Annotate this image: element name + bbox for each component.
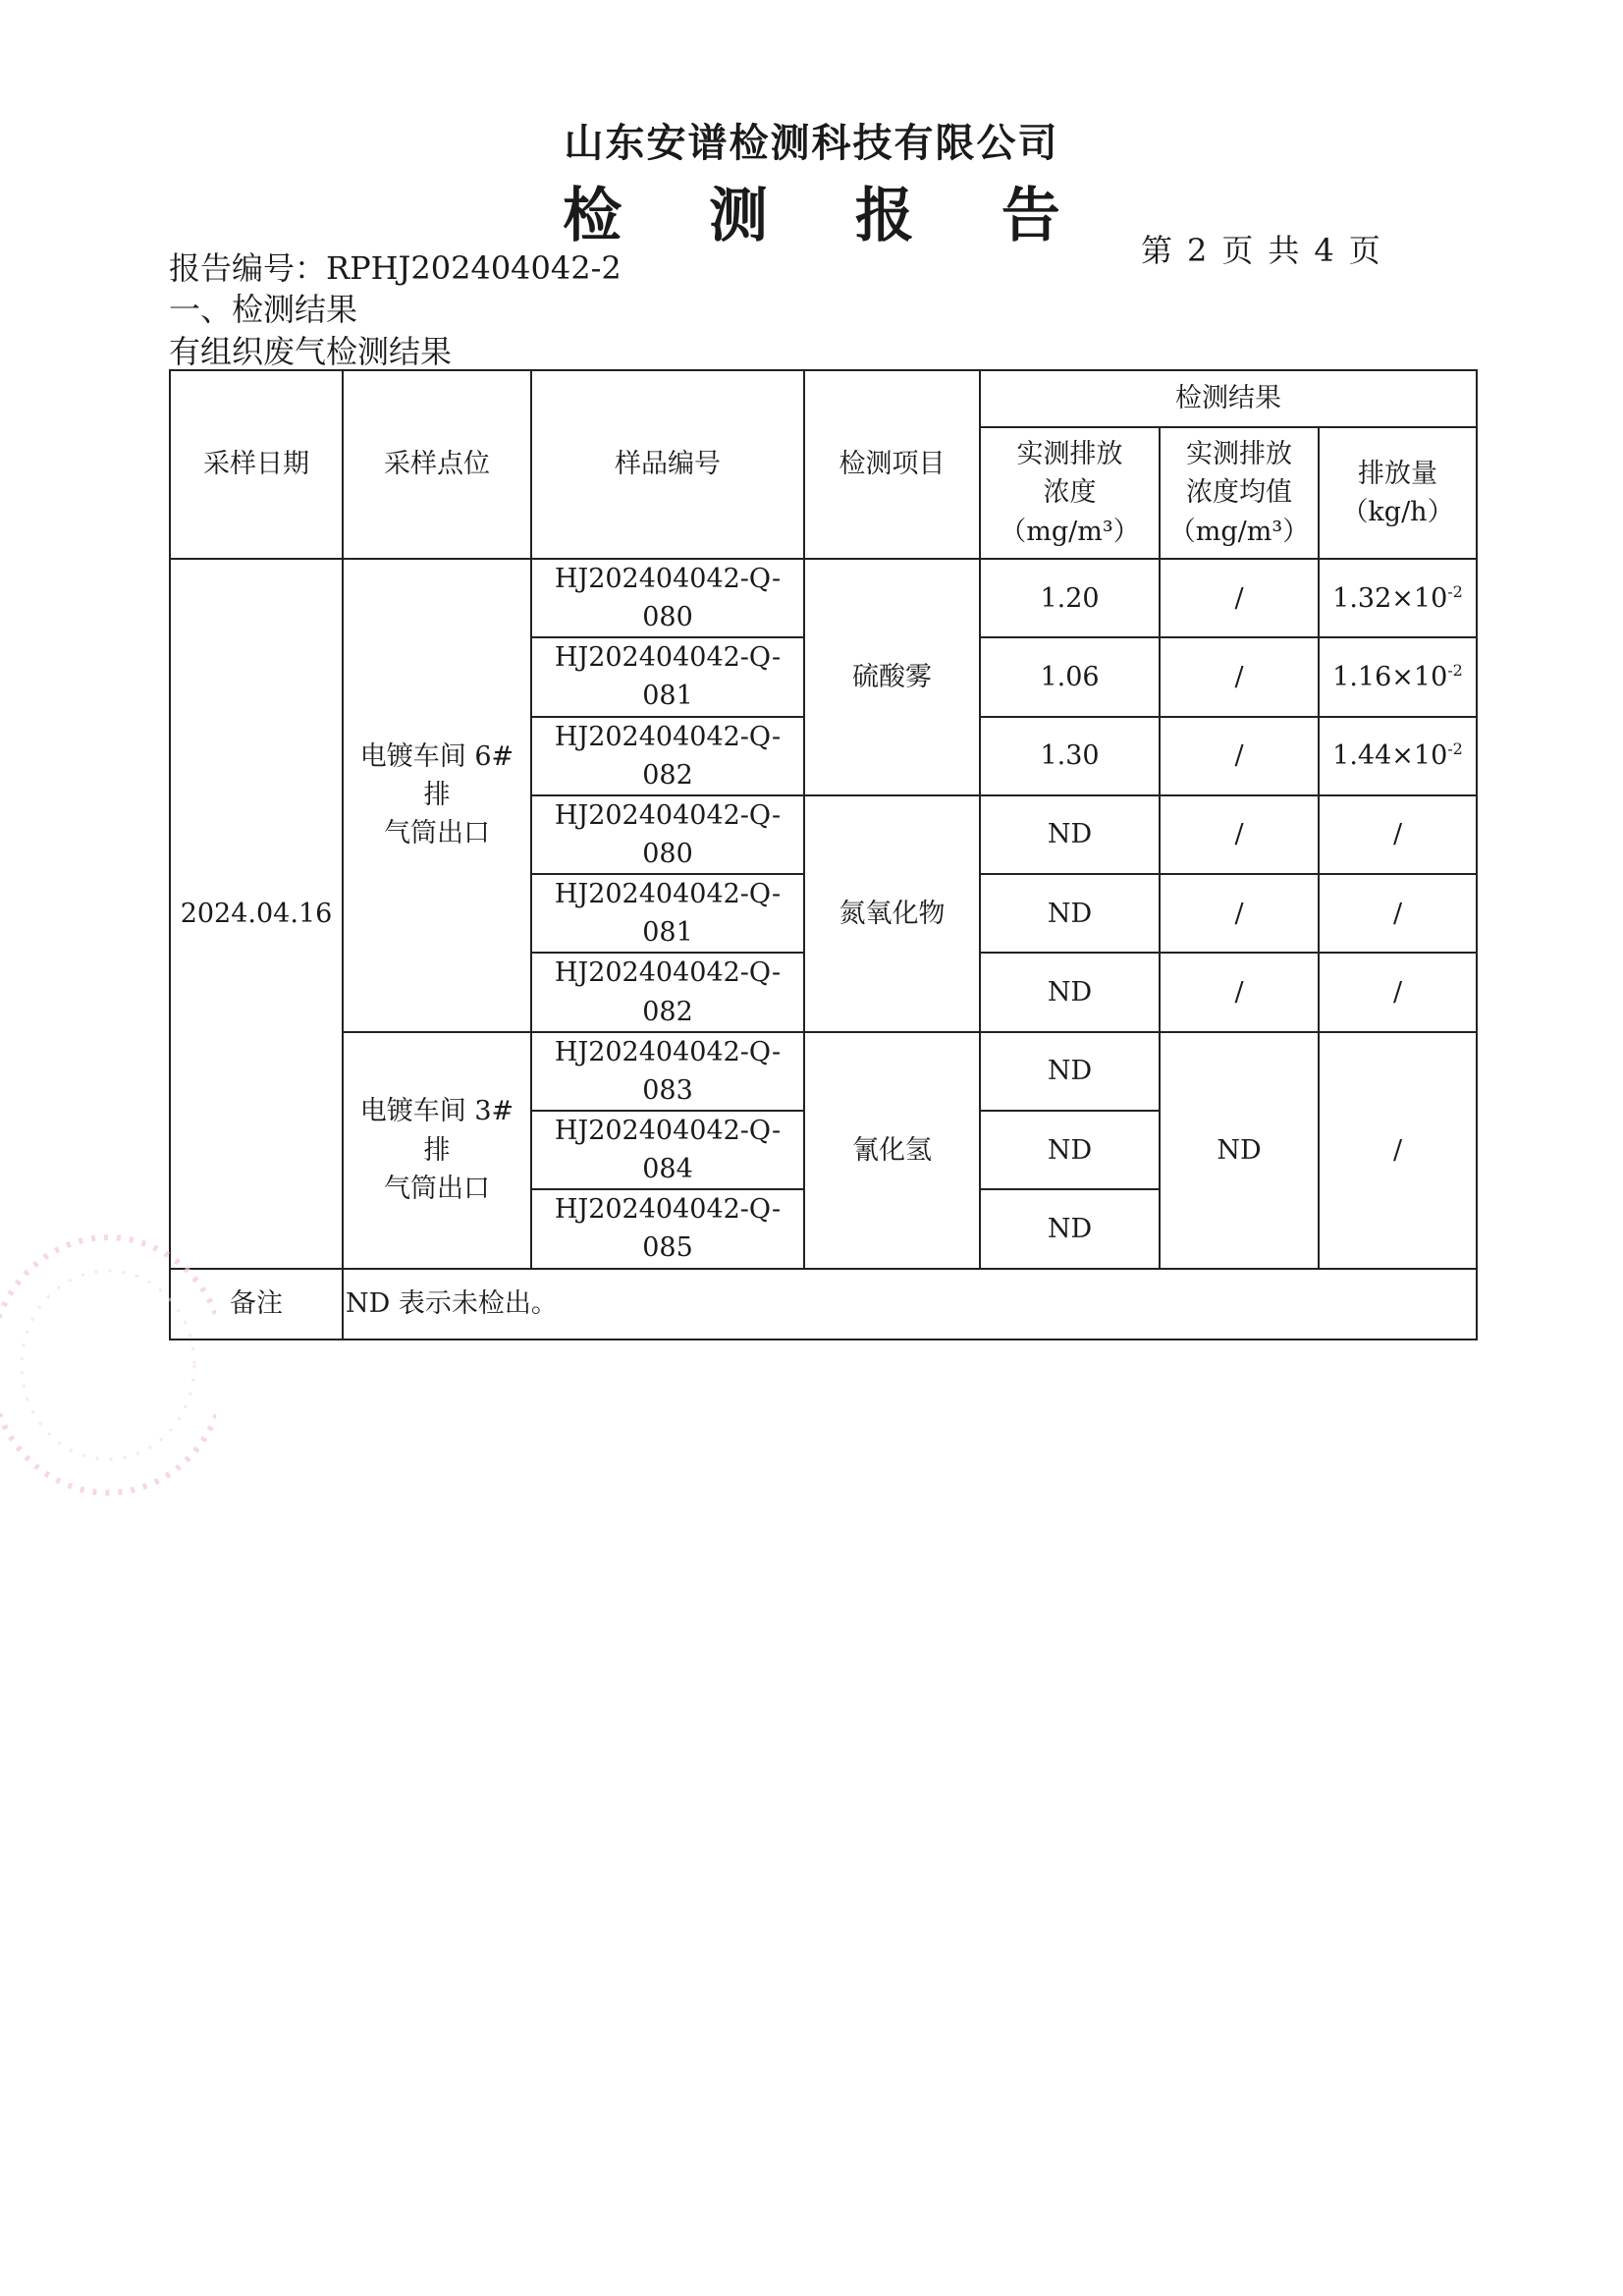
location-3-line2: 气筒出口 bbox=[384, 1173, 490, 1204]
page-mid1: 页 bbox=[1221, 232, 1257, 269]
concentration: ND bbox=[980, 953, 1160, 1031]
location-6-line2: 气筒出口 bbox=[384, 818, 490, 849]
emission-rate: / bbox=[1319, 953, 1477, 1031]
emission-rate bbox=[1319, 637, 1477, 716]
report-number-label: 报告编号： bbox=[169, 249, 327, 287]
header-average bbox=[1160, 427, 1319, 559]
note-label: 备注 bbox=[170, 1269, 343, 1339]
page-indicator bbox=[1141, 226, 1395, 271]
sample-no: HJ202404042-Q-084 bbox=[531, 1111, 804, 1189]
emission-rate bbox=[1319, 559, 1477, 637]
header-sample-no: 样品编号 bbox=[531, 370, 804, 559]
sample-no: HJ202404042-Q-081 bbox=[531, 637, 804, 716]
average: / bbox=[1160, 637, 1319, 716]
average: / bbox=[1160, 559, 1319, 637]
header-concentration-line2: 浓度 bbox=[1043, 477, 1097, 509]
sample-no: HJ202404042-Q-080 bbox=[531, 559, 804, 637]
results-table bbox=[169, 369, 1478, 1340]
section-subheading: 有组织废气检测结果 bbox=[169, 333, 453, 370]
emission-rate-hcn: / bbox=[1319, 1032, 1477, 1269]
sample-no: HJ202404042-Q-081 bbox=[531, 874, 804, 953]
rate-exponent: -2 bbox=[1447, 581, 1463, 601]
location-6-line1: 电镀车间 6#排 bbox=[359, 741, 514, 811]
emission-rate: / bbox=[1319, 874, 1477, 953]
average: / bbox=[1160, 953, 1319, 1031]
header-results: 检测结果 bbox=[980, 370, 1477, 427]
average: / bbox=[1160, 795, 1319, 874]
header-date: 采样日期 bbox=[170, 370, 343, 559]
report-title: 检 测 报 告 bbox=[563, 182, 1094, 250]
sample-no: HJ202404042-Q-085 bbox=[531, 1189, 804, 1268]
page-prefix: 第 bbox=[1141, 232, 1176, 269]
section-heading: 一、检测结果 bbox=[169, 291, 358, 328]
rate-base: 1.44×10 bbox=[1332, 740, 1448, 772]
concentration: ND bbox=[980, 874, 1160, 953]
header-average-unit: （mg/m³） bbox=[1168, 516, 1310, 547]
location-3 bbox=[343, 1032, 531, 1269]
page-mid2: 共 bbox=[1268, 232, 1303, 269]
concentration: ND bbox=[980, 795, 1160, 874]
note-text: ND 表示未检出。 bbox=[343, 1269, 1477, 1339]
company-name: 山东安谱检测科技有限公司 bbox=[564, 120, 1059, 166]
emission-rate: / bbox=[1319, 795, 1477, 874]
sample-no: HJ202404042-Q-082 bbox=[531, 717, 804, 795]
concentration: ND bbox=[980, 1032, 1160, 1111]
header-concentration-line1: 实测排放 bbox=[1016, 439, 1123, 470]
emission-rate bbox=[1319, 717, 1477, 795]
header-rate-line1: 排放量 bbox=[1358, 458, 1437, 489]
sample-no: HJ202404042-Q-080 bbox=[531, 795, 804, 874]
location-3-line1: 电镀车间 3#排 bbox=[359, 1096, 514, 1166]
sampling-date: 2024.04.16 bbox=[170, 559, 343, 1269]
sample-no: HJ202404042-Q-082 bbox=[531, 953, 804, 1031]
concentration: 1.30 bbox=[980, 717, 1160, 795]
rate-base: 1.32×10 bbox=[1332, 582, 1448, 614]
table-row bbox=[170, 559, 1477, 637]
average-hcn: ND bbox=[1160, 1032, 1319, 1269]
concentration: ND bbox=[980, 1189, 1160, 1268]
location-6 bbox=[343, 559, 531, 1032]
page-current: 2 bbox=[1187, 232, 1211, 269]
item-nitrogen-oxides: 氮氧化物 bbox=[804, 795, 980, 1032]
header-rate-unit: （kg/h） bbox=[1341, 497, 1454, 527]
note-row bbox=[170, 1269, 1477, 1339]
concentration: 1.20 bbox=[980, 559, 1160, 637]
rate-exponent: -2 bbox=[1447, 660, 1463, 680]
average: / bbox=[1160, 874, 1319, 953]
header-concentration-unit: （mg/m³） bbox=[1000, 516, 1140, 547]
header-average-line1: 实测排放 bbox=[1186, 439, 1292, 470]
table-row bbox=[170, 1032, 1477, 1111]
header-emission-rate bbox=[1319, 427, 1477, 559]
header-location: 采样点位 bbox=[343, 370, 531, 559]
item-sulfuric-acid-mist: 硫酸雾 bbox=[804, 559, 980, 795]
page-suffix: 页 bbox=[1348, 232, 1383, 269]
average: / bbox=[1160, 717, 1319, 795]
concentration: 1.06 bbox=[980, 637, 1160, 716]
item-hydrogen-cyanide: 氰化氢 bbox=[804, 1032, 980, 1269]
header-average-line2: 浓度均值 bbox=[1186, 477, 1292, 509]
report-number bbox=[169, 244, 622, 289]
concentration: ND bbox=[980, 1111, 1160, 1189]
rate-exponent: -2 bbox=[1447, 739, 1463, 759]
report-number-value: RPHJ202404042-2 bbox=[326, 249, 622, 287]
header-item: 检测项目 bbox=[804, 370, 980, 559]
sample-no: HJ202404042-Q-083 bbox=[531, 1032, 804, 1111]
table-header-row bbox=[170, 370, 1477, 427]
page-total: 4 bbox=[1314, 232, 1337, 269]
rate-base: 1.16×10 bbox=[1332, 661, 1448, 692]
header-concentration bbox=[980, 427, 1160, 559]
